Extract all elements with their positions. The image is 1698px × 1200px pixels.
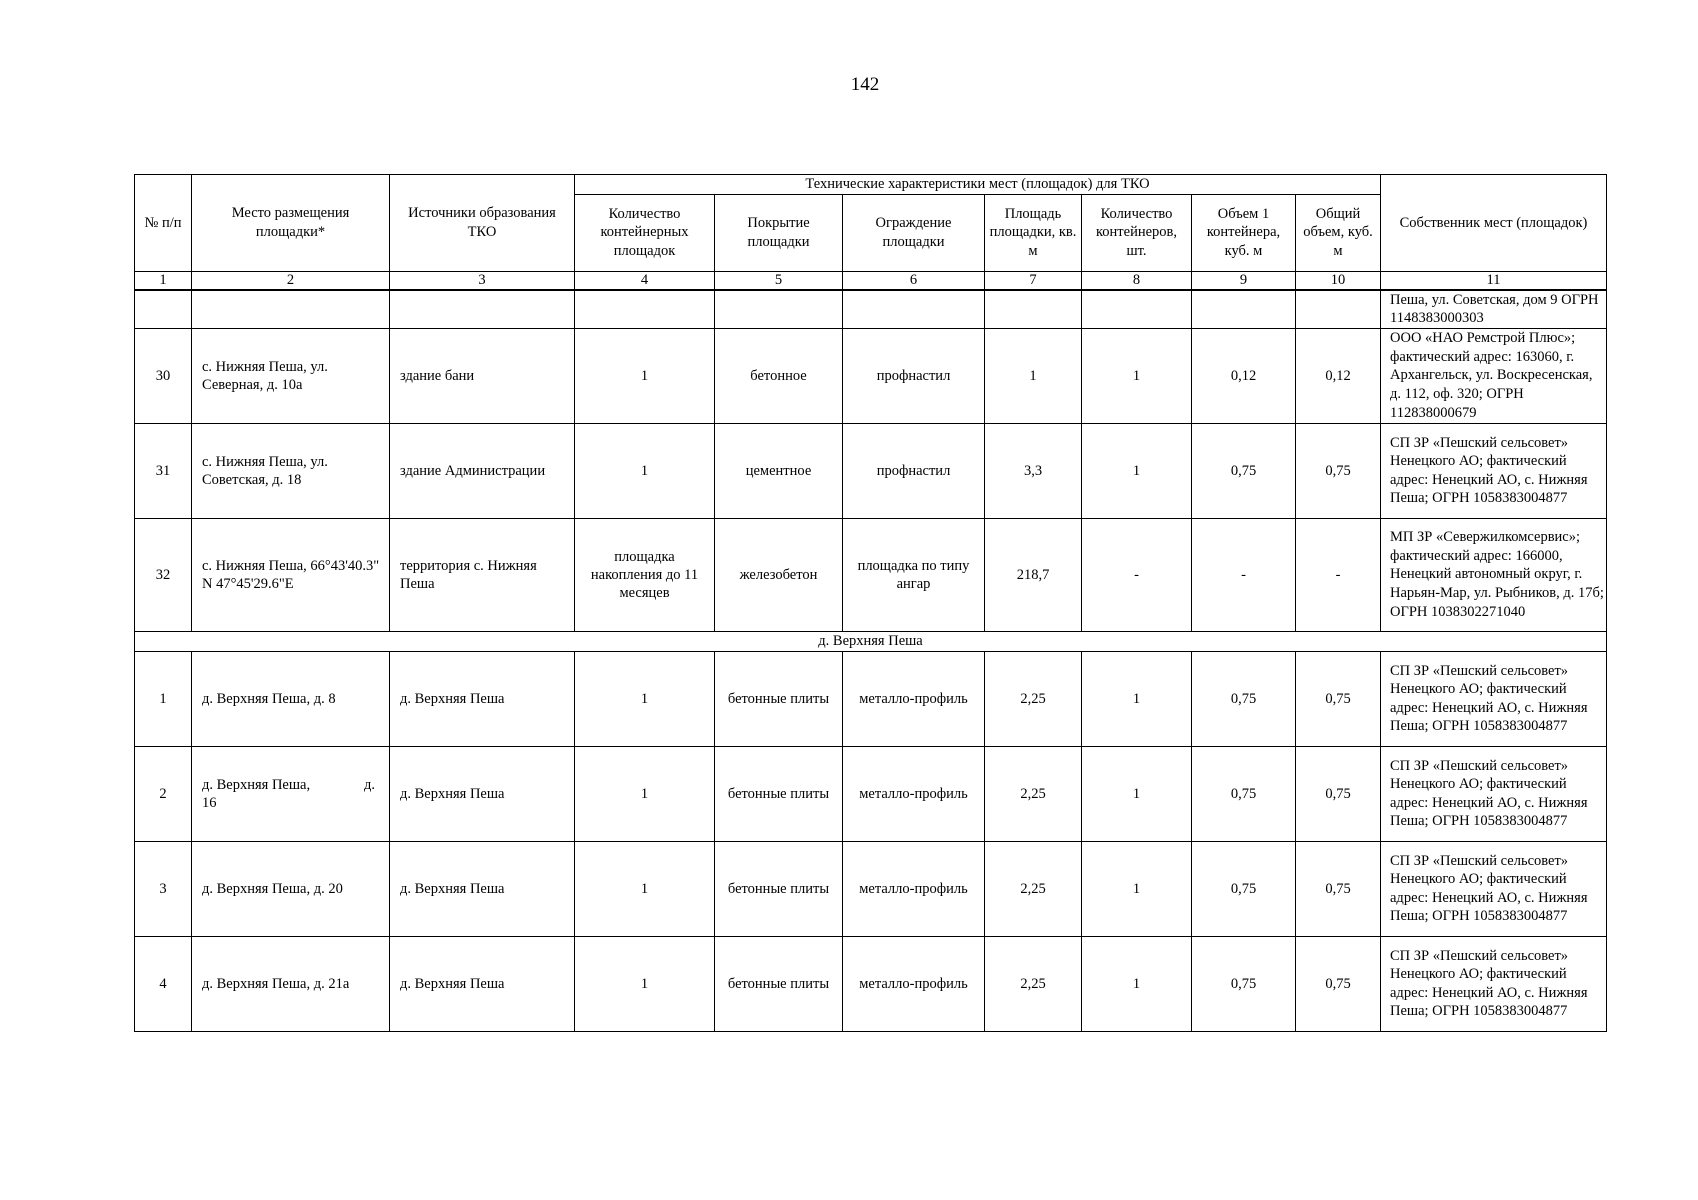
location-cell: д. Верхняя Пеша, д. 20 (192, 841, 390, 936)
source-cell: здание бани (390, 328, 575, 423)
fence-cell: металло-профиль (843, 841, 985, 936)
section-title: д. Верхняя Пеша (135, 631, 1607, 651)
area-cell: 3,3 (985, 423, 1082, 518)
location-cell: д. Верхняя Пеша, д. 8 (192, 651, 390, 746)
fence-cell: металло-профиль (843, 651, 985, 746)
header-fence: Ограждение площадки (843, 194, 985, 271)
table-row-continuation (135, 290, 1607, 329)
header-volume-total: Общий объем, куб. м (1296, 194, 1381, 271)
volume-total-cell: 0,75 (1296, 936, 1381, 1031)
volume-total-cell: 0,12 (1296, 328, 1381, 423)
header-area: Площадь площадки, кв. м (985, 194, 1082, 271)
header-volume-one: Объем 1 контейнера, куб. м (1192, 194, 1296, 271)
source-cell: здание Администрации (390, 423, 575, 518)
area-cell: 2,25 (985, 936, 1082, 1031)
header-tech-group: Технические характеристики мест (площадок) для ТКО (575, 175, 1381, 195)
location-line: д. (363, 776, 375, 793)
containers-cell: 1 (1082, 651, 1192, 746)
containers-cell: 1 (1082, 423, 1192, 518)
volume-total-cell: 0,75 (1296, 746, 1381, 841)
volume-one-cell: 0,75 (1192, 423, 1296, 518)
volume-one-cell: 0,12 (1192, 328, 1296, 423)
volume-one-cell: 0,75 (1192, 841, 1296, 936)
sites-count-cell: 1 (575, 328, 715, 423)
source-cell: д. Верхняя Пеша (390, 651, 575, 746)
surface-cell: бетонные плиты (715, 936, 843, 1031)
volume-one-cell: 0,75 (1192, 746, 1296, 841)
row-num: 32 (135, 518, 192, 631)
column-index: 8 (1082, 271, 1192, 290)
location-line: д. Верхняя Пеша, (202, 776, 311, 793)
area-cell: 2,25 (985, 746, 1082, 841)
table-row (135, 746, 1607, 841)
column-index: 9 (1192, 271, 1296, 290)
containers-cell: 1 (1082, 746, 1192, 841)
source-cell: территория с. Нижняя Пеша (390, 518, 575, 631)
page-number: 142 (850, 74, 880, 95)
volume-total-cell: 0,75 (1296, 423, 1381, 518)
source-cell: д. Верхняя Пеша (390, 936, 575, 1031)
table-row (135, 423, 1607, 518)
owner-cell: СП ЗР «Пешский сельсовет» Ненецкого АО; фактический адрес: Ненецкий АО, с. Нижняя Пеша; ОГРН 1058383004877 (1381, 841, 1607, 936)
containers-cell: 1 (1082, 328, 1192, 423)
row-num: 30 (135, 328, 192, 423)
containers-cell: - (1082, 518, 1192, 631)
header-num: № п/п (135, 175, 192, 272)
sites-count-cell: 1 (575, 841, 715, 936)
location-line: 16 (202, 794, 217, 811)
location-cell: с. Нижняя Пеша, ул. Северная, д. 10а (192, 328, 390, 423)
area-cell: 218,7 (985, 518, 1082, 631)
containers-cell: 1 (1082, 841, 1192, 936)
area-cell: 2,25 (985, 841, 1082, 936)
owner-cell: ООО «НАО Ремстрой Плюс»; фактический адрес: 163060, г. Архангельск, ул. Воскресенская, д. 112, оф. 320; ОГРН 112838000679 (1381, 328, 1607, 423)
column-index: 5 (715, 271, 843, 290)
row-num: 3 (135, 841, 192, 936)
sites-count-cell: 1 (575, 651, 715, 746)
volume-one-cell: 0,75 (1192, 936, 1296, 1031)
volume-total-cell: - (1296, 518, 1381, 631)
sites-count-cell: 1 (575, 936, 715, 1031)
surface-cell: бетонные плиты (715, 651, 843, 746)
header-surface: Покрытие площадки (715, 194, 843, 271)
header-owner: Собственник мест (площадок) (1381, 175, 1607, 272)
column-index: 6 (843, 271, 985, 290)
fence-cell: профнастил (843, 423, 985, 518)
header-containers: Количество контейнеров, шт. (1082, 194, 1192, 271)
owner-cell: СП ЗР «Пешский сельсовет» Ненецкого АО; фактический адрес: Ненецкий АО, с. Нижняя Пеша; ОГРН 1058383004877 (1381, 651, 1607, 746)
fence-cell: металло-профиль (843, 936, 985, 1031)
row-num: 31 (135, 423, 192, 518)
header-sources: Источники образования ТКО (390, 175, 575, 272)
area-cell: 1 (985, 328, 1082, 423)
location-cell: с. Нижняя Пеша, ул. Советская, д. 18 (192, 423, 390, 518)
location-cell: с. Нижняя Пеша, 66°43'40.3" N 47°45'29.6"E (192, 518, 390, 631)
fence-cell: профнастил (843, 328, 985, 423)
location-cell: д. Верхняя Пеша, д. 21а (192, 936, 390, 1031)
header-count-sites: Количество контейнерных площадок (575, 194, 715, 271)
source-cell: д. Верхняя Пеша (390, 841, 575, 936)
column-index: 4 (575, 271, 715, 290)
table-row (135, 841, 1607, 936)
header-location: Место размещения площадки* (192, 175, 390, 272)
column-index: 10 (1296, 271, 1381, 290)
section-row (135, 631, 1607, 651)
sites-count-cell: 1 (575, 423, 715, 518)
header-row-1 (135, 175, 1607, 195)
sites-count-cell: площадка накопления до 11 месяцев (575, 518, 715, 631)
table-row (135, 936, 1607, 1031)
row-num: 4 (135, 936, 192, 1031)
volume-one-cell: 0,75 (1192, 651, 1296, 746)
table-row (135, 328, 1607, 423)
source-cell: д. Верхняя Пеша (390, 746, 575, 841)
column-index: 2 (192, 271, 390, 290)
row-num: 2 (135, 746, 192, 841)
surface-cell: железобетон (715, 518, 843, 631)
containers-cell: 1 (1082, 936, 1192, 1031)
owner-cell: СП ЗР «Пешский сельсовет» Ненецкого АО; фактический адрес: Ненецкий АО, с. Нижняя Пеша; ОГРН 1058383004877 (1381, 746, 1607, 841)
volume-total-cell: 0,75 (1296, 651, 1381, 746)
table-row (135, 651, 1607, 746)
waste-sites-table (134, 174, 1607, 1032)
fence-cell: площадка по типу ангар (843, 518, 985, 631)
surface-cell: бетонные плиты (715, 746, 843, 841)
volume-one-cell: - (1192, 518, 1296, 631)
surface-cell: бетонное (715, 328, 843, 423)
surface-cell: бетонные плиты (715, 841, 843, 936)
row-num: 1 (135, 651, 192, 746)
surface-cell: цементное (715, 423, 843, 518)
owner-cell: СП ЗР «Пешский сельсовет» Ненецкого АО; фактический адрес: Ненецкий АО, с. Нижняя Пеша; ОГРН 1058383004877 (1381, 423, 1607, 518)
column-index: 1 (135, 271, 192, 290)
owner-cell: СП ЗР «Пешский сельсовет» Ненецкого АО; фактический адрес: Ненецкий АО, с. Нижняя Пеша; ОГРН 1058383004877 (1381, 936, 1607, 1031)
owner-cell: МП ЗР «Севержилкомсервис»; фактический адрес: 166000, Ненецкий автономный округ, г. Нарьян-Мар, ул. Рыбников, д. 17б; ОГРН 1038302271040 (1381, 518, 1607, 631)
column-index: 3 (390, 271, 575, 290)
location-cell (192, 746, 390, 841)
column-index-row (135, 271, 1607, 290)
owner-cell: Пеша, ул. Советская, дом 9 ОГРН 1148383000303 (1381, 290, 1607, 329)
fence-cell: металло-профиль (843, 746, 985, 841)
volume-total-cell: 0,75 (1296, 841, 1381, 936)
table-row (135, 518, 1607, 631)
area-cell: 2,25 (985, 651, 1082, 746)
column-index: 7 (985, 271, 1082, 290)
sites-count-cell: 1 (575, 746, 715, 841)
column-index: 11 (1381, 271, 1607, 290)
